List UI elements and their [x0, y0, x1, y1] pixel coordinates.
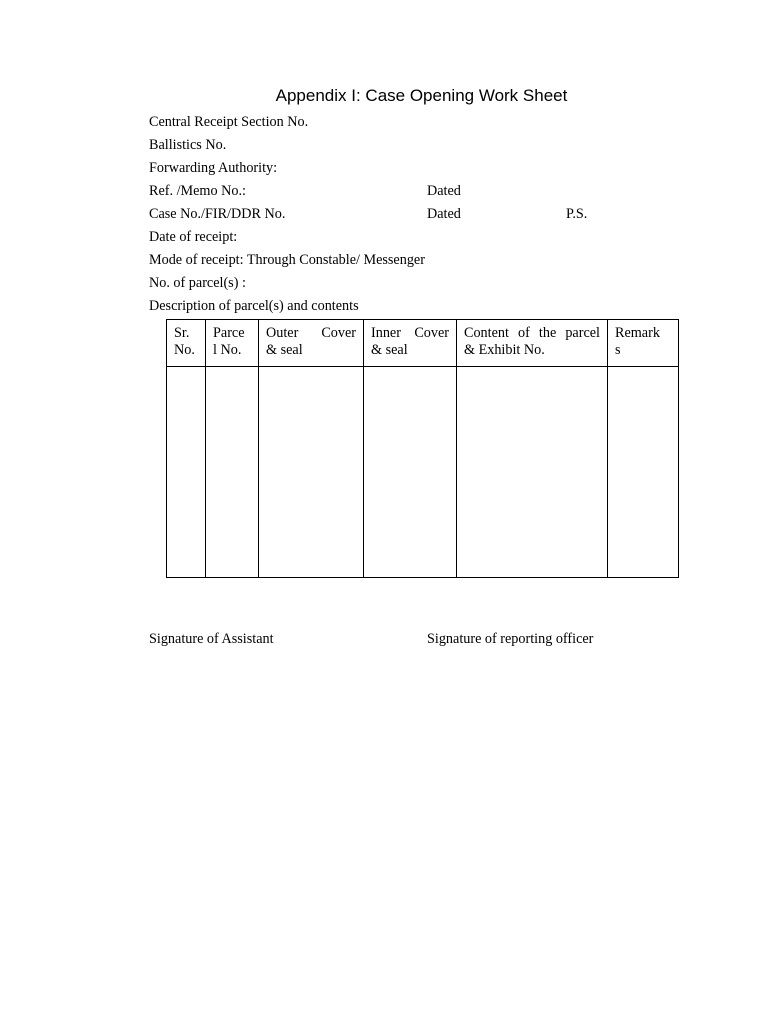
ballistics-label: Ballistics No.	[149, 137, 227, 153]
signature-assistant: Signature of Assistant	[149, 631, 274, 647]
case-no-dated-label: Dated	[427, 206, 461, 222]
mode-of-receipt-label: Mode of receipt: Through Constable/ Messenger	[149, 252, 425, 268]
cell-outer-cover	[259, 367, 364, 578]
page-title: Appendix I: Case Opening Work Sheet	[275, 86, 568, 105]
cell-remarks	[608, 367, 679, 578]
date-of-receipt-label: Date of receipt:	[149, 229, 238, 245]
parcels-table	[166, 319, 679, 578]
case-no-label: Case No./FIR/DDR No.	[149, 206, 286, 222]
table-header-row	[167, 320, 679, 367]
header-content: Content of the parcel & Exhibit No.	[457, 320, 608, 367]
ref-memo-dated-label: Dated	[427, 183, 461, 199]
header-sr-no: Sr. No.	[167, 320, 206, 367]
central-receipt-label: Central Receipt Section No.	[149, 114, 309, 130]
description-label: Description of parcel(s) and contents	[149, 298, 359, 314]
table-row	[167, 367, 679, 578]
header-inner-cover: Inner Cover & seal	[364, 320, 457, 367]
no-of-parcels-label: No. of parcel(s) :	[149, 275, 246, 291]
cell-inner-cover	[364, 367, 457, 578]
forwarding-authority-label: Forwarding Authority:	[149, 160, 278, 176]
cell-parcel-no	[206, 367, 259, 578]
ref-memo-label: Ref. /Memo No.:	[149, 183, 246, 199]
header-parcel-no: Parce l No.	[206, 320, 259, 367]
case-no-ps-label: P.S.	[566, 206, 588, 222]
cell-sr-no	[167, 367, 206, 578]
cell-content	[457, 367, 608, 578]
signature-reporting-officer: Signature of reporting officer	[427, 631, 594, 647]
header-outer-cover: Outer Cover & seal	[259, 320, 364, 367]
header-remarks: Remark s	[608, 320, 679, 367]
